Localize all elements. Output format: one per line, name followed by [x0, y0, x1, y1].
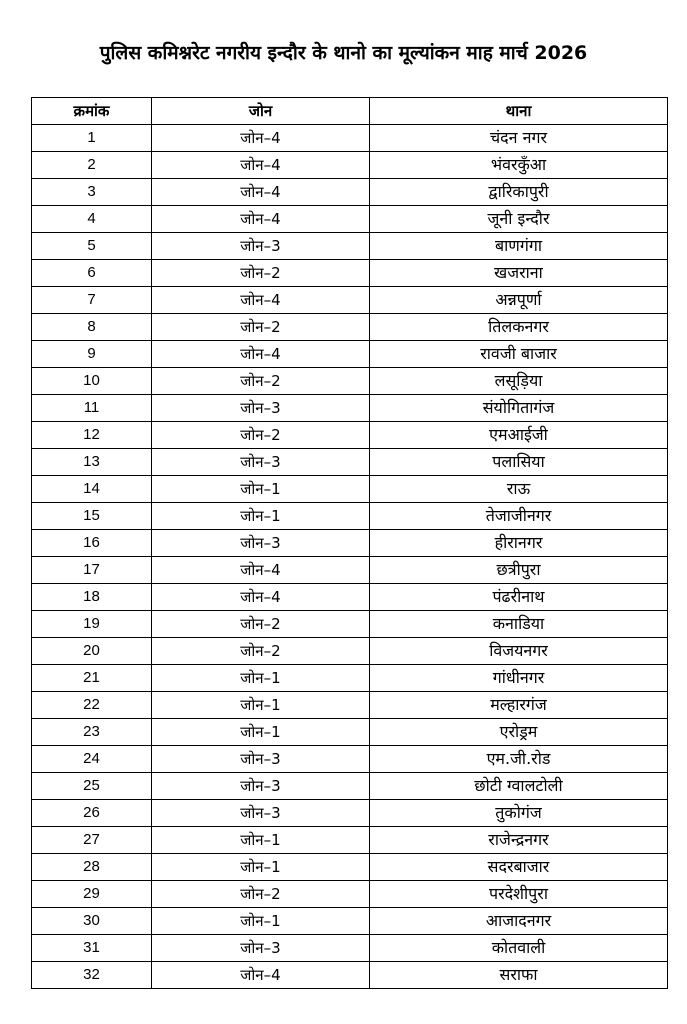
station-ranking-table — [31, 97, 668, 989]
zone-cell: जोन–3 — [152, 530, 370, 557]
zone-cell: जोन–1 — [152, 665, 370, 692]
table-row — [32, 746, 668, 773]
table-row — [32, 638, 668, 665]
table-row — [32, 908, 668, 935]
column-header-zone: जोन — [152, 98, 370, 125]
table-row — [32, 719, 668, 746]
table-row — [32, 665, 668, 692]
station-name-cell: जूनी इन्दौर — [370, 206, 668, 233]
serial-cell: 22 — [32, 692, 152, 719]
zone-cell: जोन–3 — [152, 449, 370, 476]
serial-cell: 11 — [32, 395, 152, 422]
serial-cell: 12 — [32, 422, 152, 449]
zone-cell: जोन–1 — [152, 719, 370, 746]
station-name-cell: सराफा — [370, 962, 668, 989]
station-name-cell: मल्हारगंज — [370, 692, 668, 719]
station-name-cell: खजराना — [370, 260, 668, 287]
table-row — [32, 206, 668, 233]
table-row — [32, 125, 668, 152]
station-name-cell: भंवरकुँआ — [370, 152, 668, 179]
zone-cell: जोन–4 — [152, 152, 370, 179]
table-row — [32, 773, 668, 800]
zone-cell: जोन–3 — [152, 773, 370, 800]
station-name-cell: परदेशीपुरा — [370, 881, 668, 908]
station-name-cell: आजादनगर — [370, 908, 668, 935]
zone-cell: जोन–2 — [152, 422, 370, 449]
page-title: पुलिस कमिश्नरेट नगरीय इन्दौर के थानो का मूल्यांकन माह मार्च 2026 — [99, 42, 588, 64]
zone-cell: जोन–1 — [152, 503, 370, 530]
table-row — [32, 476, 668, 503]
zone-cell: जोन–3 — [152, 935, 370, 962]
zone-cell: जोन–2 — [152, 314, 370, 341]
zone-cell: जोन–4 — [152, 962, 370, 989]
zone-cell: जोन–4 — [152, 125, 370, 152]
table-row — [32, 881, 668, 908]
zone-cell: जोन–2 — [152, 611, 370, 638]
station-name-cell: एम.जी.रोड — [370, 746, 668, 773]
serial-cell: 6 — [32, 260, 152, 287]
serial-cell: 29 — [32, 881, 152, 908]
table-row — [32, 395, 668, 422]
table-row — [32, 800, 668, 827]
station-name-cell: एरोड्रम — [370, 719, 668, 746]
column-header-station: थाना — [370, 98, 668, 125]
serial-cell: 30 — [32, 908, 152, 935]
serial-cell: 2 — [32, 152, 152, 179]
table-row — [32, 233, 668, 260]
table-row — [32, 260, 668, 287]
zone-cell: जोन–1 — [152, 827, 370, 854]
serial-cell: 13 — [32, 449, 152, 476]
serial-cell: 1 — [32, 125, 152, 152]
zone-cell: जोन–4 — [152, 341, 370, 368]
table-row — [32, 611, 668, 638]
serial-cell: 21 — [32, 665, 152, 692]
table-row — [32, 287, 668, 314]
table-row — [32, 692, 668, 719]
station-name-cell: तिलकनगर — [370, 314, 668, 341]
table-row — [32, 584, 668, 611]
zone-cell: जोन–4 — [152, 179, 370, 206]
zone-cell: जोन–4 — [152, 557, 370, 584]
serial-cell: 7 — [32, 287, 152, 314]
zone-cell: जोन–4 — [152, 287, 370, 314]
serial-cell: 14 — [32, 476, 152, 503]
serial-cell: 28 — [32, 854, 152, 881]
serial-cell: 27 — [32, 827, 152, 854]
station-name-cell: कनाडिया — [370, 611, 668, 638]
station-name-cell: एमआईजी — [370, 422, 668, 449]
table-body — [32, 125, 668, 989]
station-name-cell: तेजाजीनगर — [370, 503, 668, 530]
serial-cell: 31 — [32, 935, 152, 962]
zone-cell: जोन–1 — [152, 908, 370, 935]
zone-cell: जोन–2 — [152, 881, 370, 908]
column-header-serial: क्रमांक — [32, 98, 152, 125]
station-name-cell: राऊ — [370, 476, 668, 503]
station-name-cell: राजेन्द्रनगर — [370, 827, 668, 854]
serial-cell: 24 — [32, 746, 152, 773]
table-row — [32, 179, 668, 206]
serial-cell: 10 — [32, 368, 152, 395]
zone-cell: जोन–4 — [152, 584, 370, 611]
serial-cell: 32 — [32, 962, 152, 989]
serial-cell: 16 — [32, 530, 152, 557]
zone-cell: जोन–3 — [152, 233, 370, 260]
table-row — [32, 422, 668, 449]
serial-cell: 25 — [32, 773, 152, 800]
serial-cell: 26 — [32, 800, 152, 827]
station-name-cell: सदरबाजार — [370, 854, 668, 881]
zone-cell: जोन–1 — [152, 692, 370, 719]
zone-cell: जोन–1 — [152, 854, 370, 881]
zone-cell: जोन–2 — [152, 260, 370, 287]
zone-cell: जोन–2 — [152, 638, 370, 665]
serial-cell: 5 — [32, 233, 152, 260]
serial-cell: 17 — [32, 557, 152, 584]
zone-cell: जोन–3 — [152, 395, 370, 422]
zone-cell: जोन–3 — [152, 746, 370, 773]
station-ranking-table-container — [31, 97, 667, 989]
serial-cell: 15 — [32, 503, 152, 530]
serial-cell: 19 — [32, 611, 152, 638]
serial-cell: 23 — [32, 719, 152, 746]
zone-cell: जोन–4 — [152, 206, 370, 233]
table-row — [32, 341, 668, 368]
table-row — [32, 557, 668, 584]
station-name-cell: हीरानगर — [370, 530, 668, 557]
serial-cell: 8 — [32, 314, 152, 341]
table-row — [32, 314, 668, 341]
table-row — [32, 962, 668, 989]
serial-cell: 9 — [32, 341, 152, 368]
station-name-cell: कोतवाली — [370, 935, 668, 962]
station-name-cell: बाणगंगा — [370, 233, 668, 260]
zone-cell: जोन–3 — [152, 800, 370, 827]
station-name-cell: चंदन नगर — [370, 125, 668, 152]
table-row — [32, 152, 668, 179]
table-row — [32, 503, 668, 530]
serial-cell: 18 — [32, 584, 152, 611]
station-name-cell: संयोगितागंज — [370, 395, 668, 422]
station-name-cell: लसूड़िया — [370, 368, 668, 395]
station-name-cell: रावजी बाजार — [370, 341, 668, 368]
zone-cell: जोन–1 — [152, 476, 370, 503]
serial-cell: 3 — [32, 179, 152, 206]
table-row — [32, 449, 668, 476]
table-row — [32, 935, 668, 962]
station-name-cell: गांधीनगर — [370, 665, 668, 692]
station-name-cell: पलासिया — [370, 449, 668, 476]
station-name-cell: छोटी ग्वालटोली — [370, 773, 668, 800]
station-name-cell: द्वारिकापुरी — [370, 179, 668, 206]
table-header-row — [32, 98, 668, 125]
serial-cell: 20 — [32, 638, 152, 665]
table-row — [32, 854, 668, 881]
station-name-cell: विजयनगर — [370, 638, 668, 665]
table-row — [32, 368, 668, 395]
station-name-cell: छत्रीपुरा — [370, 557, 668, 584]
station-name-cell: अन्नपूर्णा — [370, 287, 668, 314]
station-name-cell: तुकोगंज — [370, 800, 668, 827]
table-row — [32, 827, 668, 854]
table-row — [32, 530, 668, 557]
zone-cell: जोन–2 — [152, 368, 370, 395]
station-name-cell: पंढरीनाथ — [370, 584, 668, 611]
serial-cell: 4 — [32, 206, 152, 233]
